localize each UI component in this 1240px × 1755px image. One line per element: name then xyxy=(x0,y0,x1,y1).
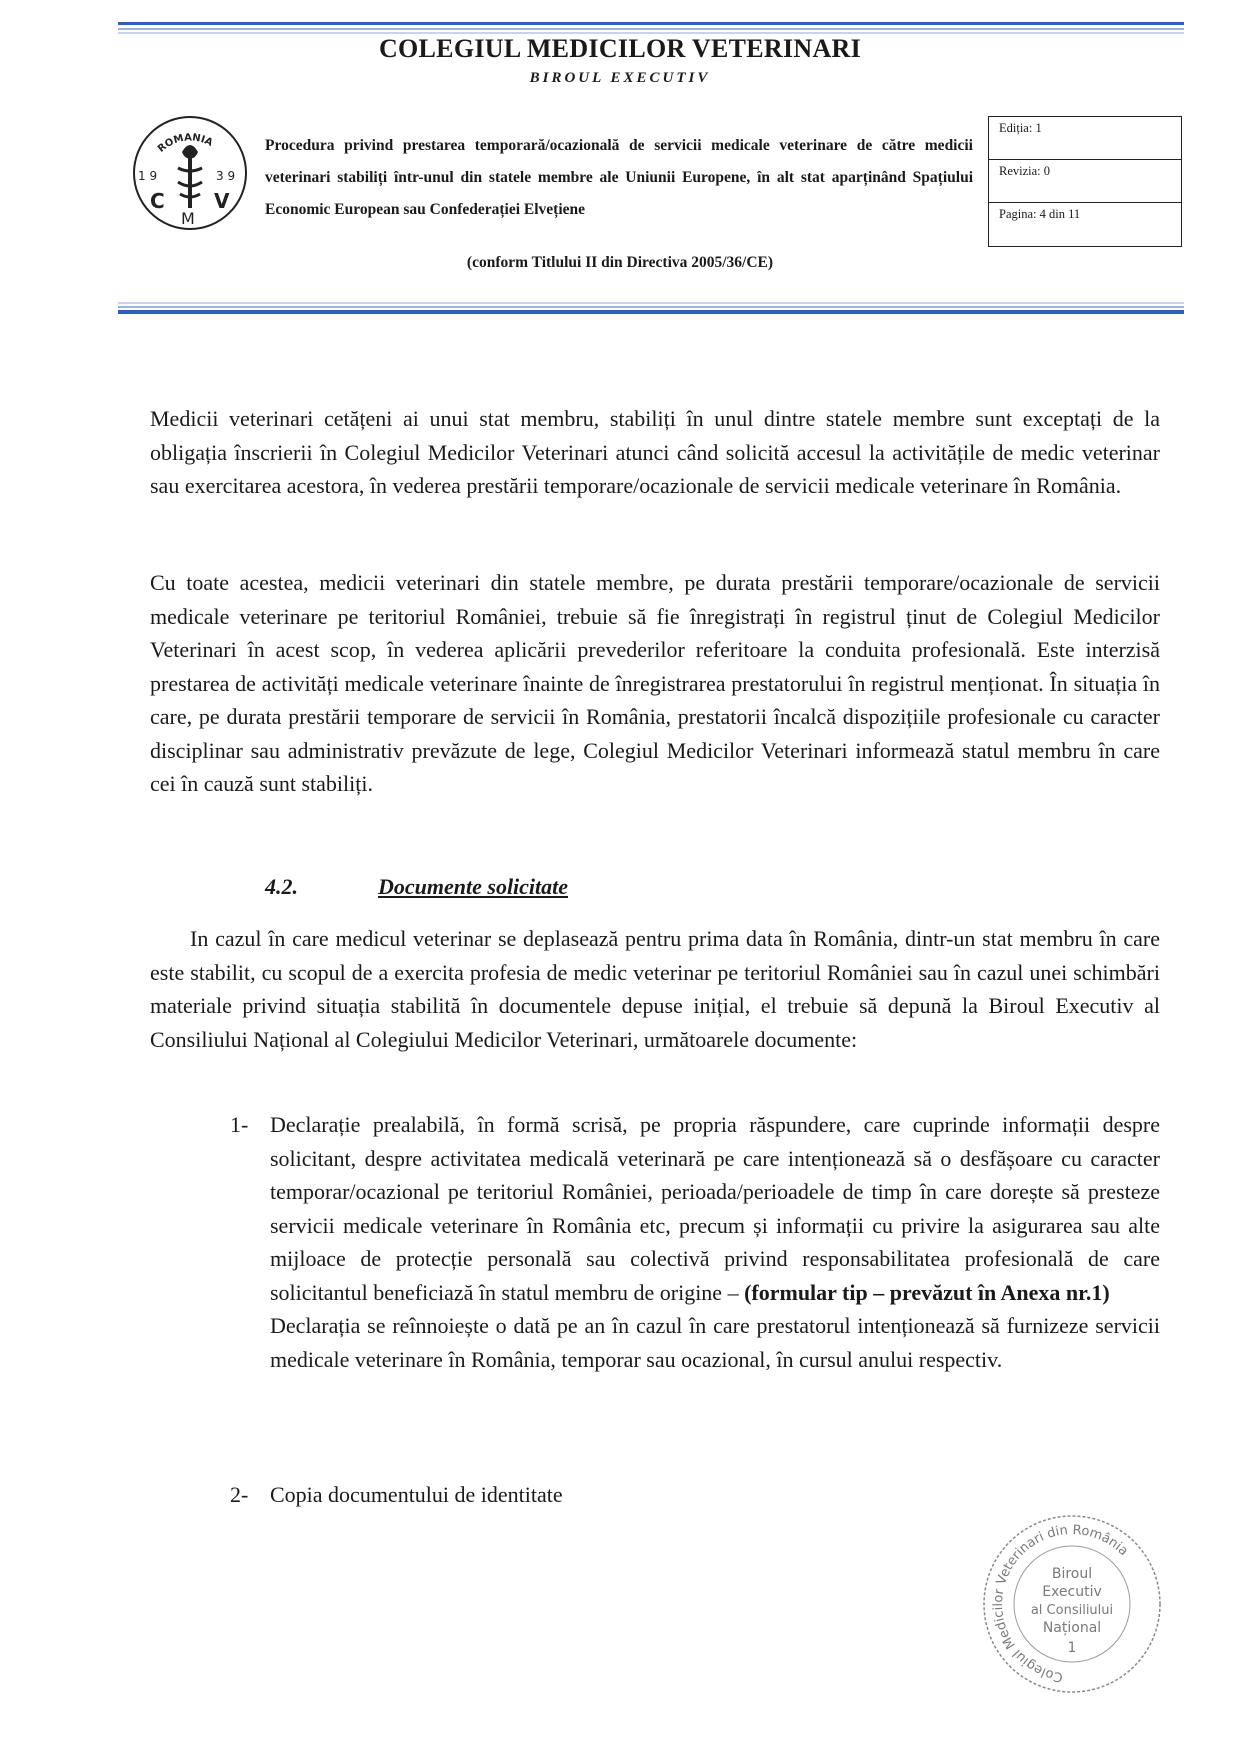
logo-year-left: 1 9 xyxy=(138,169,158,183)
stamp-line: Național xyxy=(1042,1620,1102,1636)
list-item-text: Declarație prealabilă, în formă scrisă, pe propria răspundere, care cuprinde informații despre solicitant, despre activitatea medicală veterinară pe care intenționează să o desfășoare cu caracter temporar/ocazional pe teritoriul României, perioada/perioadele de timp în care dorește să presteze servicii medicale veterinare în România etc, precum și informații cu privire la asigurarea sau alte mijloace de protecție personală sau colectivă privind responsabilitatea profesională de care solicitantul beneficiază în statul membru de origine – xyxy=(270,1112,1160,1305)
stamp-ring-text: Colegiul Medicilor Veterinari din România xyxy=(990,1522,1131,1685)
list-item-number: 1- xyxy=(230,1112,249,1137)
stamp-line: Biroul xyxy=(1051,1566,1093,1582)
section-title: Documente solicitate xyxy=(378,874,569,899)
revision-cell: Revizia: 0 xyxy=(989,160,1181,203)
section-number: 4.2. xyxy=(265,874,298,899)
logo-country: ROMANIA xyxy=(155,132,215,155)
header-rule xyxy=(118,302,1184,304)
cmv-logo-icon xyxy=(130,108,250,238)
logo-initial-c: C xyxy=(150,189,165,213)
list-item-note: Declarația se reînnoiește o dată pe an în cazul în care prestatorul intenționează să furnizeze servicii medicale veterinare în România, temporar sau ocazional, în cursul anului respectiv. xyxy=(270,1313,1160,1372)
list-item-body xyxy=(270,1478,1160,1512)
stamp-line: 1 xyxy=(1067,1640,1077,1656)
stamp-line: Executiv xyxy=(1042,1584,1102,1600)
header-rule xyxy=(118,22,1184,25)
list-item-form-reference: (formular tip – prevăzut în Anexa nr.1) xyxy=(744,1279,1110,1305)
organization-name: COLEGIUL MEDICILOR VETERINARI xyxy=(378,34,862,63)
paragraph: Cu toate acestea, medicii veterinari din statele membre, pe durata prestării temporare/ocazionale de servicii medicale veterinare pe teritoriul României, trebuie să fie înregistrați în registrul ținut de Colegiul Medicilor Veterinari în acest scop, în vederea aplicării prevederilor referitoare la conduita profesională. Este interzisă prestarea de activități medicale veterinare înainte de înregistrarea prestatorului în registrul menționat. În situația în care, pe durata prestării temporare de servicii în România, prestatorii încalcă dispozițiile profesionale cu caracter disciplinar sau administrativ prevăzute de lege, Colegiul Medicilor Veterinari informează statul membru în care cei în cauză sunt stabiliți. xyxy=(150,570,1160,796)
list-item-text: Copia documentului de identitate xyxy=(270,1482,563,1507)
official-stamp-icon xyxy=(980,1512,1165,1697)
logo-initial-v: V xyxy=(214,189,230,213)
edition-box xyxy=(988,116,1182,247)
paragraph: In cazul în care medicul veterinar se deplasează pentru prima data în România, dintr-un stat membru în care este stabilit, cu scopul de a exercita profesia de medic veterinar pe teritoriul României sau în cazul unei schimbări materiale privind situația stabilită în documentele depuse inițial, el trebuie să depună la Biroul Executiv al Consiliului Național al Colegiului Medicilor Veterinari, următoarele documente: xyxy=(150,926,1160,1052)
directive-reference: (conform Titlului II din Directiva 2005/36/CE) xyxy=(466,254,774,271)
header-rule xyxy=(118,28,1184,30)
logo-year-right: 3 9 xyxy=(216,169,236,183)
edition-cell: Ediția: 1 xyxy=(989,117,1181,160)
list-item-number: 2- xyxy=(230,1482,249,1507)
stamp-line: al Consiliului xyxy=(1030,1603,1114,1618)
list-item-body xyxy=(270,1108,1160,1376)
header-rule xyxy=(118,306,1184,308)
logo-initial-m: M xyxy=(181,209,195,228)
procedure-title: Procedura privind prestarea temporară/ocazională de servicii medicale veterinare de către medicii veterinari stabiliți într-unul din statele membre ale Uniunii Europene, în alt stat aparținând Spațiului Economic European sau Confederației Elvețiene xyxy=(265,137,973,218)
page-cell: Pagina: 4 din 11 xyxy=(999,207,1081,221)
header-rule xyxy=(118,310,1184,314)
paragraph: Medicii veterinari cetățeni ai unui stat membru, stabiliți în unul dintre statele membre sunt exceptați de la obligația înscrierii în Colegiul Medicilor Veterinari atunci când solicită accesul la activitățile de medic veterinar sau exercitarea acestora, în vederea prestării temporare/ocazionale de servicii medicale veterinare în România. xyxy=(150,406,1160,498)
organization-subtitle: BIROUL EXECUTIV xyxy=(529,70,711,86)
